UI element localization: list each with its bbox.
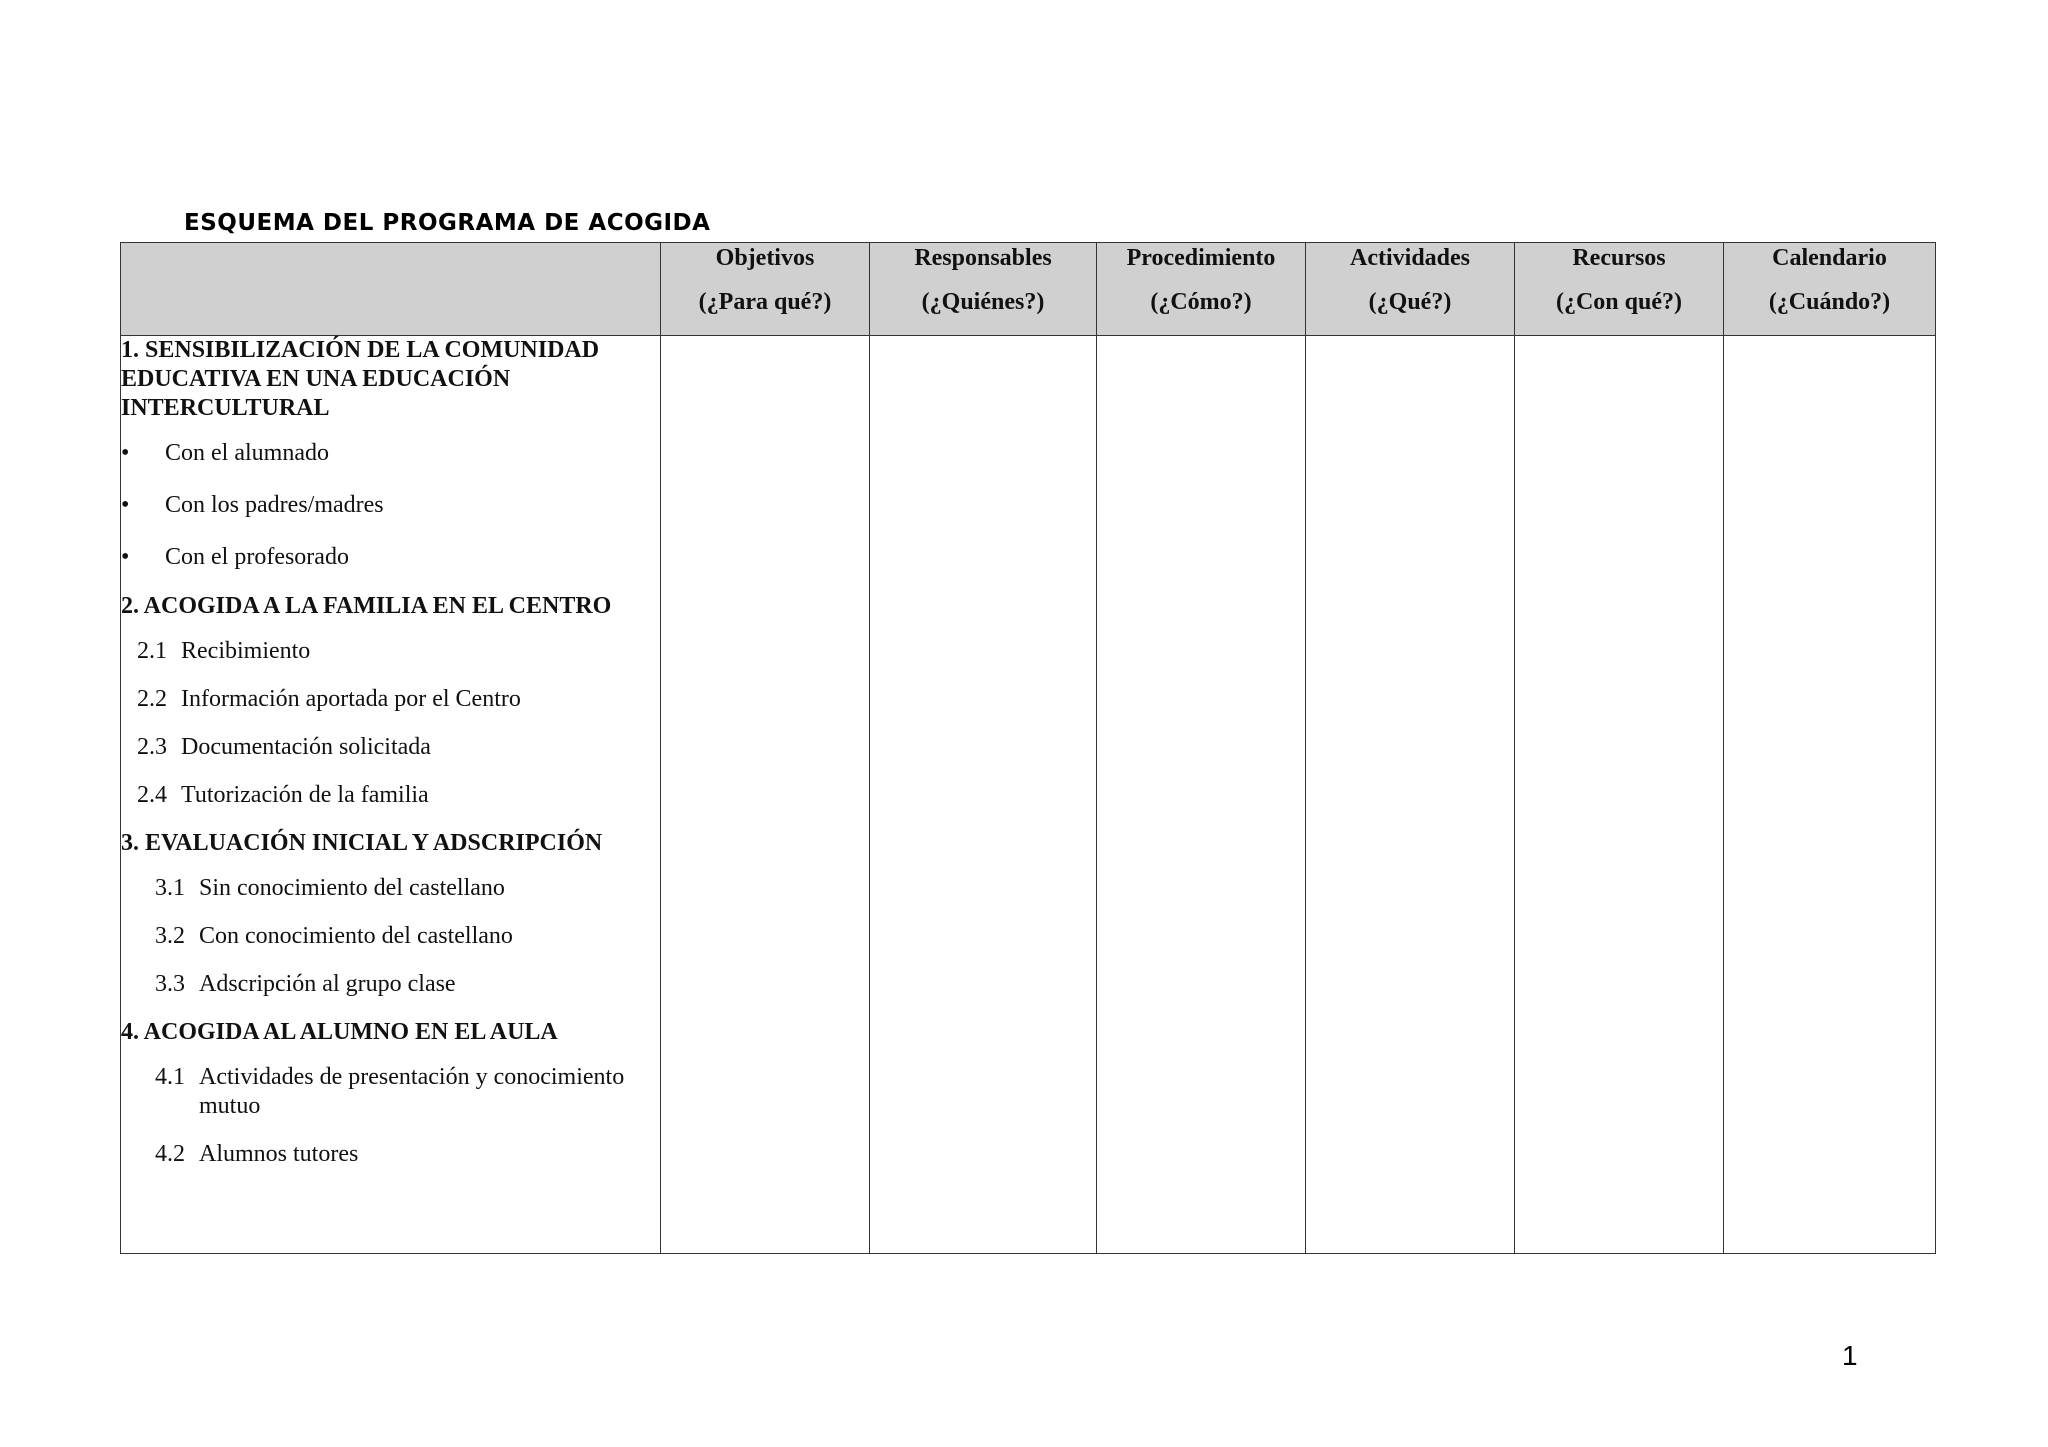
list-item-text: Adscripción al grupo clase bbox=[199, 971, 456, 997]
responsables-cell bbox=[870, 336, 1097, 1254]
column-header-procedimiento bbox=[1097, 243, 1306, 336]
program-sections-cell bbox=[121, 336, 661, 1254]
header-row bbox=[121, 243, 1936, 336]
column-label: Actividades bbox=[1350, 245, 1470, 271]
item-number: 2.3 bbox=[137, 734, 167, 760]
list-item bbox=[121, 1063, 660, 1121]
list-item bbox=[121, 543, 660, 572]
list-item bbox=[121, 874, 660, 903]
column-question: (¿Con qué?) bbox=[1555, 289, 1682, 315]
column-question: (¿Para qué?) bbox=[698, 289, 832, 315]
list-item bbox=[121, 781, 660, 810]
column-header-objetivos bbox=[661, 243, 870, 336]
procedimiento-cell bbox=[1097, 336, 1306, 1254]
list-item bbox=[121, 970, 660, 999]
objetivos-cell bbox=[661, 336, 870, 1254]
item-number: 2.4 bbox=[137, 782, 167, 808]
list-item-text: Documentación solicitada bbox=[181, 734, 431, 760]
bullet-icon: • bbox=[121, 544, 130, 570]
column-question: (¿Qué?) bbox=[1368, 289, 1452, 315]
program-scheme-table bbox=[120, 242, 1936, 1254]
column-header-responsables bbox=[870, 243, 1097, 336]
column-question: (¿Quiénes?) bbox=[921, 289, 1045, 315]
item-number: 3.1 bbox=[155, 875, 185, 901]
list-item-text: Actividades de presentación y conocimiento mutuo bbox=[199, 1064, 625, 1119]
list-item bbox=[121, 637, 660, 666]
list-item-text: Con conocimiento del castellano bbox=[199, 923, 513, 949]
column-label: Objetivos bbox=[715, 245, 815, 271]
list-item bbox=[121, 1140, 660, 1169]
list-item-text: Con los padres/madres bbox=[165, 492, 384, 518]
list-item bbox=[121, 685, 660, 714]
actividades-cell bbox=[1306, 336, 1515, 1254]
section-heading: 4. ACOGIDA AL ALUMNO EN EL AULA bbox=[121, 1019, 558, 1045]
calendario-cell bbox=[1724, 336, 1936, 1254]
body-row bbox=[121, 336, 1936, 1254]
list-item bbox=[121, 439, 660, 468]
list-item-text: Información aportada por el Centro bbox=[181, 686, 521, 712]
list-item bbox=[121, 491, 660, 520]
column-header-calendario bbox=[1724, 243, 1936, 336]
recursos-cell bbox=[1515, 336, 1724, 1254]
page-number: 1 bbox=[1842, 1340, 1858, 1371]
column-question: (¿Cómo?) bbox=[1150, 289, 1252, 315]
section-heading: 2. ACOGIDA A LA FAMILIA EN EL CENTRO bbox=[121, 593, 612, 619]
list-item-text: Recibimiento bbox=[181, 638, 311, 664]
item-number: 3.3 bbox=[155, 971, 185, 997]
list-item-text: Sin conocimiento del castellano bbox=[199, 875, 505, 901]
item-number: 2.2 bbox=[137, 686, 167, 712]
item-number: 2.1 bbox=[137, 638, 167, 664]
bullet-icon: • bbox=[121, 440, 130, 466]
item-number: 4.1 bbox=[155, 1064, 185, 1090]
column-label: Recursos bbox=[1572, 245, 1666, 271]
column-label: Calendario bbox=[1772, 245, 1887, 271]
column-header-recursos bbox=[1515, 243, 1724, 336]
column-header-actividades bbox=[1306, 243, 1515, 336]
list-item-text: Con el profesorado bbox=[165, 544, 349, 570]
list-item bbox=[121, 733, 660, 762]
column-label: Responsables bbox=[914, 245, 1052, 271]
column-label: Procedimiento bbox=[1126, 245, 1276, 271]
item-number: 4.2 bbox=[155, 1141, 185, 1167]
list-item-text: Tutorización de la familia bbox=[181, 782, 429, 808]
section-heading: 1. SENSIBILIZACIÓN DE LA COMUNIDAD EDUCATIVA EN UNA EDUCACIÓN INTERCULTURAL bbox=[121, 337, 600, 421]
list-item bbox=[121, 922, 660, 951]
list-item-text: Alumnos tutores bbox=[199, 1141, 359, 1167]
bullet-icon: • bbox=[121, 492, 130, 518]
item-number: 3.2 bbox=[155, 923, 185, 949]
header-empty-cell bbox=[121, 243, 661, 336]
list-item-text: Con el alumnado bbox=[165, 440, 329, 466]
document-title: ESQUEMA DEL PROGRAMA DE ACOGIDA bbox=[184, 210, 711, 236]
column-question: (¿Cuándo?) bbox=[1768, 289, 1891, 315]
section-heading: 3. EVALUACIÓN INICIAL Y ADSCRIPCIÓN bbox=[121, 830, 603, 856]
